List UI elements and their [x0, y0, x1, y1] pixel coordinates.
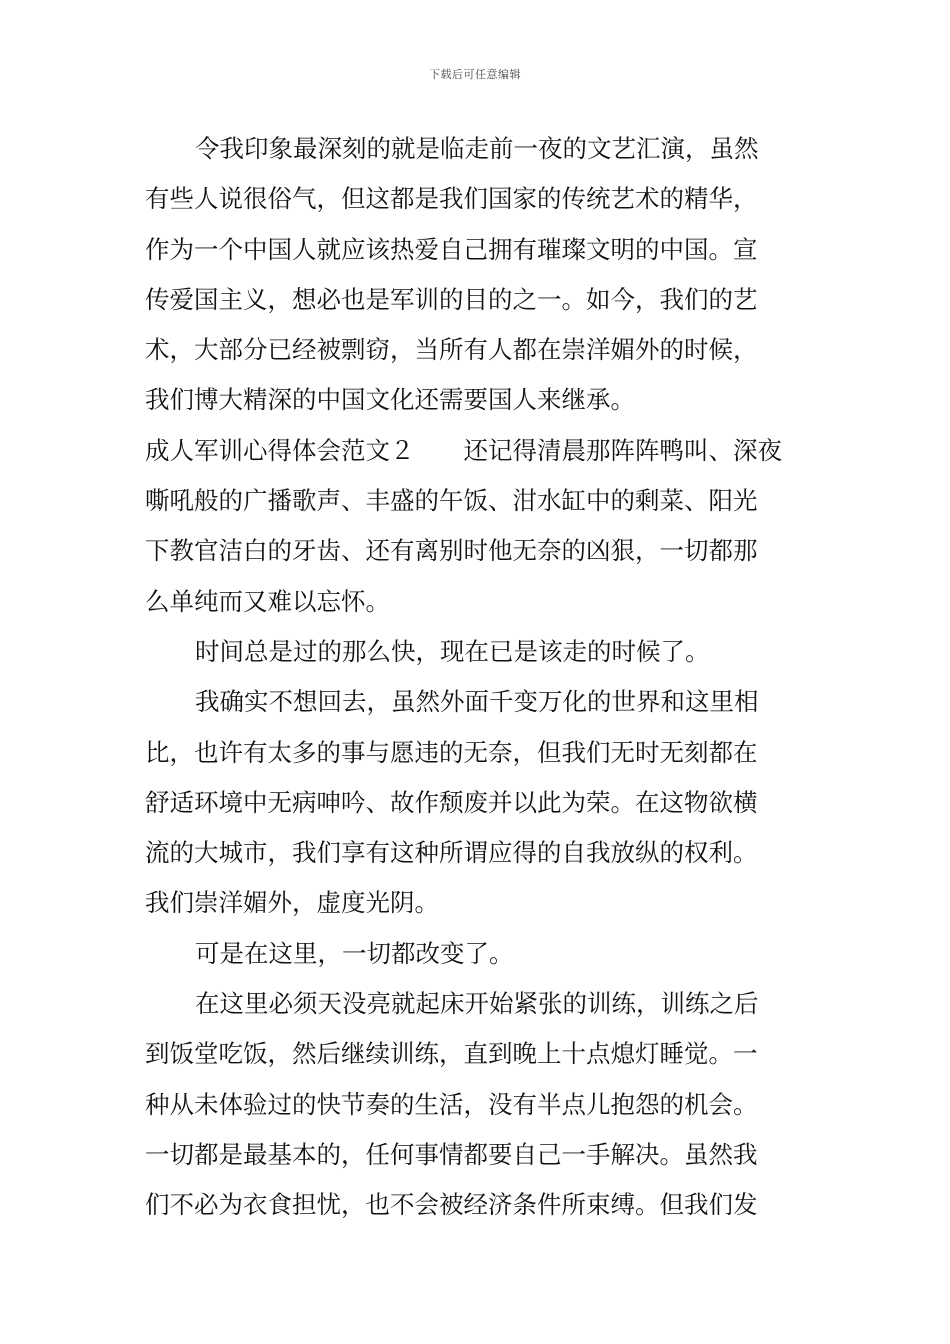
paragraph-line: 我确实不想回去，虽然外面千变万化的世界和这里相	[195, 687, 759, 717]
header-note: 下载后可任意编辑	[429, 68, 521, 81]
paragraph-line: 作为一个中国人就应该热爱自己拥有璀璨文明的中国。宣	[145, 234, 758, 264]
paragraph-line: 传爱国主义，想必也是军训的目的之一。如今，我们的艺	[145, 284, 758, 314]
paragraph-line: 么单纯而又难以忘怀。	[145, 586, 390, 616]
paragraph-line: 我们崇洋媚外，虚度光阴。	[145, 888, 439, 918]
paragraph-line: 到饭堂吃饭，然后继续训练，直到晚上十点熄灯睡觉。一	[145, 1039, 758, 1069]
paragraph-line: 我们博大精深的中国文化还需要国人来继承。	[145, 385, 635, 415]
paragraph-line: 术，大部分已经被剽窃，当所有人都在崇洋媚外的时候，	[145, 335, 758, 365]
paragraph-line: 嘶吼般的广播歌声、丰盛的午饭、泔水缸中的剩菜、阳光	[145, 486, 758, 516]
paragraph-line: 时间总是过的那么快，现在已是该走的时候了。	[195, 636, 710, 666]
paragraph-line: 令我印象最深刻的就是临走前一夜的文艺汇演，虽然	[195, 134, 759, 163]
paragraph-line: 种从未体验过的快节奏的生活，没有半点儿抱怨的机会。	[145, 1089, 758, 1119]
paragraph-line: 有些人说很俗气，但这都是我们国家的传统艺术的精华，	[145, 184, 758, 214]
section-heading-line: 成人军训心得体会范文２ 还记得清晨那阵阵鸭叫、深夜	[145, 435, 782, 465]
paragraph-line: 一切都是最基本的，任何事情都要自己一手解决。虽然我	[145, 1139, 758, 1169]
paragraph-line: 们不必为衣食担忧，也不会被经济条件所束缚。但我们发	[145, 1190, 758, 1220]
paragraph-line: 下教官洁白的牙齿、还有离别时他无奈的凶狠，一切都那	[145, 536, 758, 566]
paragraph-line: 舒适环境中无病呻吟、故作颓废并以此为荣。在这物欲横	[145, 787, 758, 817]
document-body	[145, 124, 809, 1231]
paragraph-line: 可是在这里，一切都改变了。	[195, 938, 514, 968]
paragraph-line: 流的大城市，我们享有这种所谓应得的自我放纵的权利。	[145, 838, 758, 868]
paragraph-line: 比，也许有太多的事与愿违的无奈，但我们无时无刻都在	[145, 737, 758, 767]
paragraph-line: 在这里必须天没亮就起床开始紧张的训练，训练之后	[195, 989, 759, 1019]
